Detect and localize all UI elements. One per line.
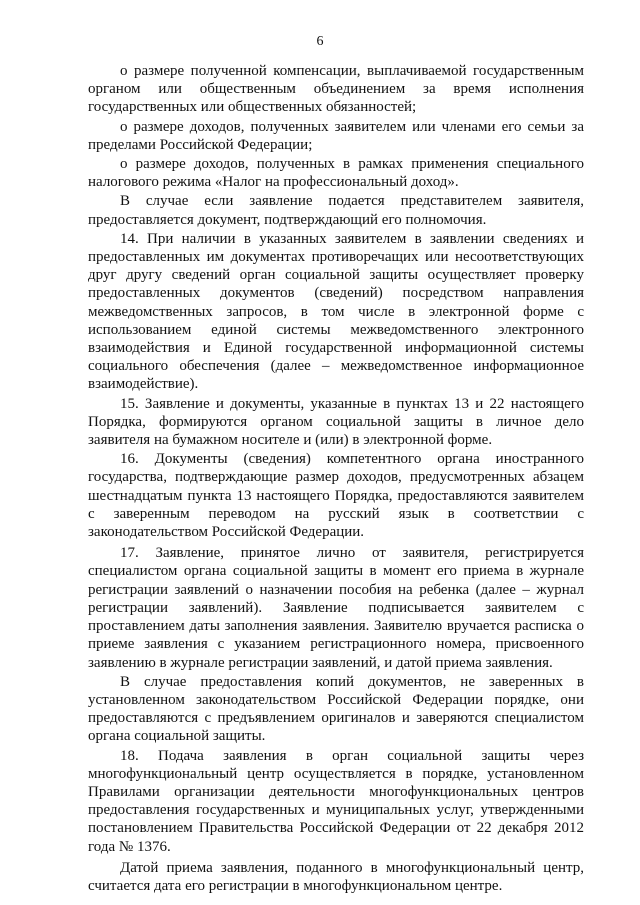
- page-number: 6: [316, 34, 324, 49]
- paragraph-professional-tax: о размере доходов, полученных в рамках применения специального налогового режима «Налог на профессиональный доход».: [88, 156, 584, 191]
- paragraph-compensation: о размере полученной компенсации, выплачиваемой государственным органом или общественным объединением за время исполнения государственных или общественных обязанностей;: [88, 63, 584, 116]
- paragraph-item-18: 18. Подача заявления в орган социальной защиты через многофункциональный центр осуществляется в порядке, установленном Правилами организации деятельности многофункциональных центров предоставления государственных и муниципальных услуг, утвержденными постановлением Правительства Российской Федерации от 22 декабря 2012 года № 1376.: [88, 747, 584, 855]
- paragraph-item-15: 15. Заявление и документы, указанные в пунктах 13 и 22 настоящего Порядка, формируются органом социальной защиты в личное дело заявителя на бумажном носителе и (или) в электронной форме.: [88, 395, 584, 449]
- paragraph-item-17: 17. Заявление, принятое лично от заявителя, регистрируется специалистом органа социальной защиты в момент его приема в журнале регистрации заявлений о назначении пособия на ребенка (далее – журнал регистрации заявлений). Заявление подписывается заявителем с проставлением даты заполнения заявления. Заявителю вручается расписка о приеме заявления с указанием регистрационного номера, присвоенного заявлению в журнале регистрации заявлений, и датой приема заявления.: [88, 545, 584, 671]
- paragraph-acceptance-date: Датой приема заявления, поданного в многофункциональный центр, считается дата его регистрации в многофункциональном центре.: [88, 859, 584, 894]
- paragraph-foreign-income: о размере доходов, полученных заявителем или членами его семьи за пределами Российской Федерации;: [88, 118, 584, 153]
- paragraph-representative: В случае если заявление подается представителем заявителя, предоставляется документ, подтверждающий его полномочия.: [88, 193, 584, 228]
- paragraph-copies: В случае предоставления копий документов, не заверенных в установленном законодательством Российской Федерации порядке, они предоставляются с предъявлением оригиналов и заверяются специалистом органа социальной защиты.: [88, 673, 584, 745]
- paragraph-item-16: 16. Документы (сведения) компетентного органа иностранного государства, подтверждающие размер доходов, предусмотренных абзацем шестнадцатым пункта 13 настоящего Порядка, предоставляются заявителем с заверенным переводом на русский язык в соответствии с законодательством Российской Федерации.: [88, 451, 584, 541]
- document-body: [88, 62, 584, 895]
- paragraph-item-14: 14. При наличии в указанных заявителем в заявлении сведениях и предоставленных им документах противоречащих или несоответствующих друг другу сведений орган социальной защиты осуществляет проверку предоставленных документов (сведений) посредством направления межведомственных запросов, в том числе в электронной форме с использованием единой системы межведомственного электронного взаимодействия и Единой государственной информационной системы социального обеспечения (далее – межведомственное информационное взаимодействие).: [88, 230, 584, 393]
